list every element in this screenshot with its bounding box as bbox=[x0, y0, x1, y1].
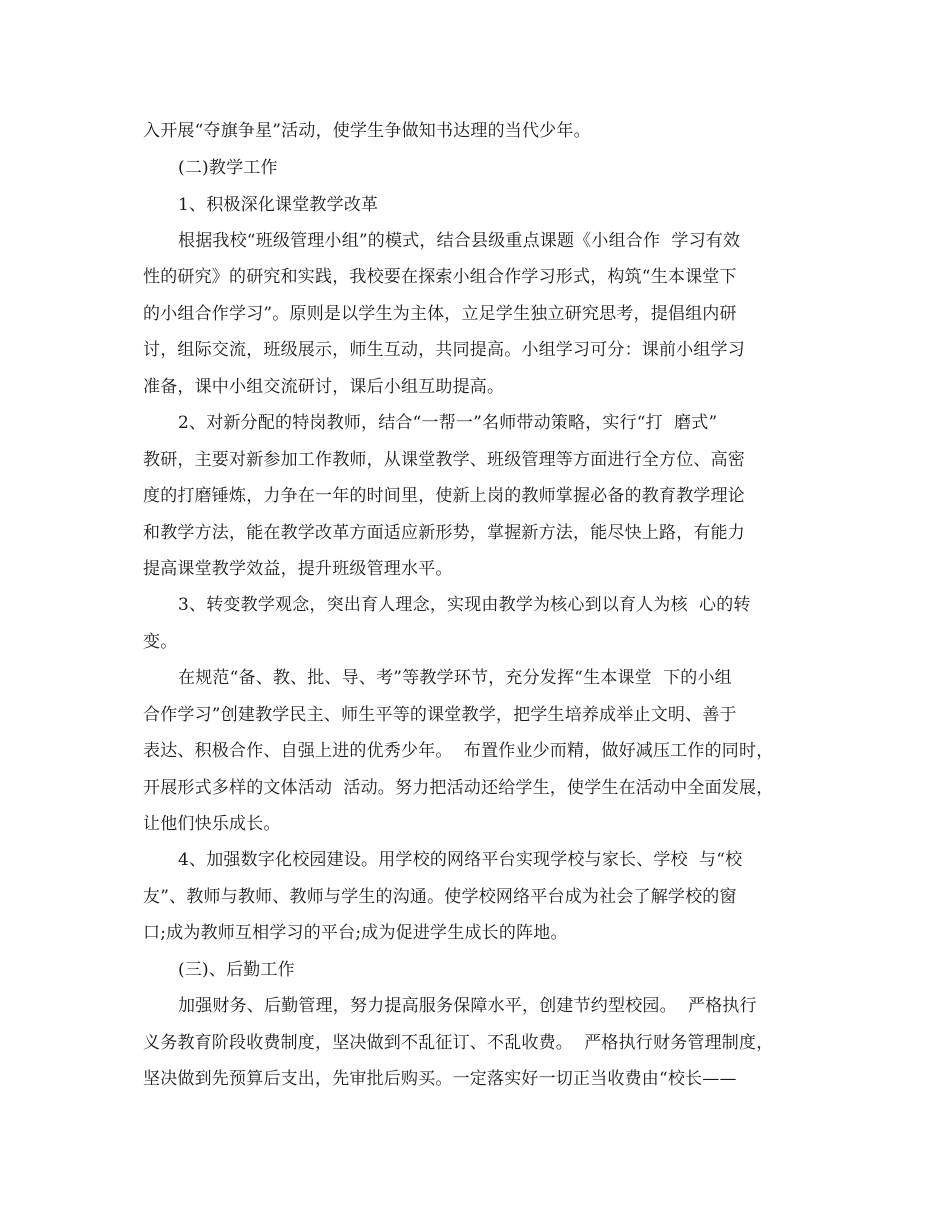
text-line: 义务教育阶段收费制度，坚决做到不乱征订、不乱收费。 严格执行财务管理制度， bbox=[143, 1033, 774, 1053]
text-line: 在规范“备、教、批、导、考”等教学环节，充分发挥“生本课堂 下的小组 bbox=[178, 668, 732, 688]
text-line: 讨，组际交流，班级展示，师生互动，共同提高。小组学习可分：课前小组学习 bbox=[143, 340, 745, 360]
text-line: 口;成为教师互相学习的平台;成为促进学生成长的阵地。 bbox=[143, 923, 568, 943]
section-heading: (三)、后勤工作 bbox=[178, 960, 295, 980]
text-line: 4、加强数字化校园建设。用学校的网络平台实现学校与家长、学校 与“校 bbox=[178, 850, 743, 870]
text-line: 根据我校“班级管理小组”的模式，结合县级重点课题《小组合作 学习有效 bbox=[178, 231, 741, 251]
text-line: 开展形式多样的文体活动 活动。努力把活动还给学生，使学生在活动中全面发展， bbox=[143, 778, 774, 798]
text-line: 变。 bbox=[143, 632, 178, 652]
text-line: 加强财务、后勤管理，努力提高服务保障水平，创建节约型校园。 严格执行 bbox=[178, 996, 757, 1016]
text-line: 表达、积极合作、自强上进的优秀少年。 布置作业少而精，做好减压工作的同时， bbox=[143, 741, 774, 761]
section-heading: (二)教学工作 bbox=[178, 158, 278, 178]
text-line: 坚决做到先预算后支出，先审批后购买。一定落实好一切正当收费由“校长—— bbox=[143, 1069, 737, 1089]
subsection-heading: 1、积极深化课堂教学改革 bbox=[178, 195, 379, 215]
text-line: 让他们快乐成长。 bbox=[143, 814, 281, 834]
text-line: 教研，主要对新参加工作教师，从课堂教学、班级管理等方面进行全方位、高密 bbox=[143, 450, 745, 470]
text-line: 合作学习”创建教学民主、师生平等的课堂教学，把学生培养成举止文明、善于 bbox=[143, 705, 737, 725]
text-line: 提高课堂教学效益，提升班级管理水平。 bbox=[143, 559, 453, 579]
text-line: 性的研究》的研究和实践，我校要在探索小组合作学习形式，构筑“生本课堂下 bbox=[143, 267, 737, 287]
text-line: 友”、教师与教师、教师与学生的沟通。使学校网络平台成为社会了解学校的窗 bbox=[143, 887, 737, 907]
text-line: 准备，课中小组交流研讨，课后小组互助提高。 bbox=[143, 377, 505, 397]
text-line: 的小组合作学习”。原则是以学生为主体，立足学生独立研究思考，提倡组内研 bbox=[143, 304, 737, 324]
text-line: 和教学方法，能在教学改革方面适应新形势，掌握新方法，能尽快上路，有能力 bbox=[143, 523, 745, 543]
text-line: 3、转变教学观念，突出育人理念，实现由教学为核心到以育人为核 心的转 bbox=[178, 595, 751, 615]
text-line: 入开展“夺旗争星”活动，使学生争做知书达理的当代少年。 bbox=[143, 121, 591, 141]
text-line: 2、对新分配的特岗教师，结合“一帮一”名师带动策略，实行“打 磨式” bbox=[178, 413, 718, 433]
text-line: 度的打磨锤炼，力争在一年的时间里，使新上岗的教师掌握必备的教育教学理论 bbox=[143, 486, 745, 506]
